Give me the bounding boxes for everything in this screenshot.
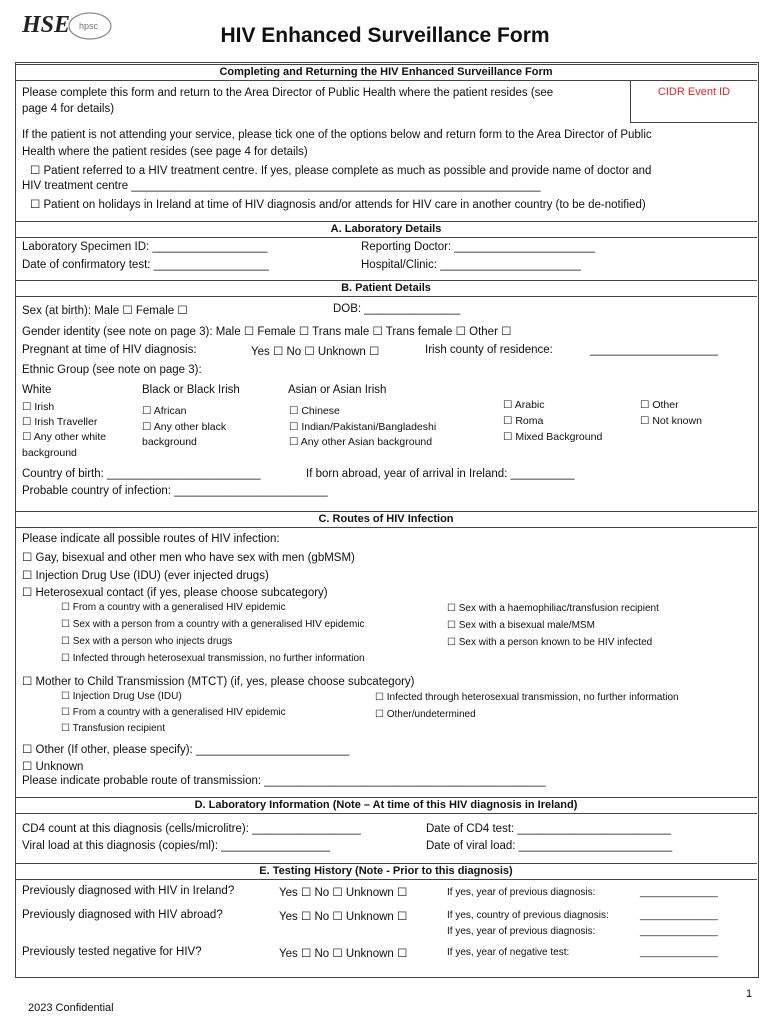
hetero-bisexual-checkbox[interactable]: ☐ Sex with a bisexual male/MSM bbox=[447, 620, 595, 631]
ethnic-other-asian-checkbox[interactable]: ☐ Any other Asian background bbox=[289, 436, 433, 448]
diagnosed-ireland-options[interactable]: Yes ☐ No ☐ Unknown ☐ bbox=[279, 887, 408, 899]
intro-heading: Completing and Returning the HIV Enhanced Surveillance Form bbox=[15, 64, 757, 81]
ethnic-traveller-checkbox[interactable]: ☐ Irish Traveller bbox=[22, 416, 98, 428]
cd4-date-field[interactable]: Date of CD4 test: ________________________ bbox=[426, 823, 671, 835]
county-label: Irish county of residence: bbox=[425, 344, 553, 356]
intro-line-4: Health where the patient resides (see page 4 for details) bbox=[22, 146, 308, 158]
cd4-count-field[interactable]: CD4 count at this diagnosis (cells/microlitre): _________________ bbox=[22, 823, 361, 835]
viral-load-field[interactable]: Viral load at this diagnosis (copies/ml): _________________ bbox=[22, 840, 330, 852]
hetero-haemophiliac-checkbox[interactable]: ☐ Sex with a haemophiliac/transfusion recipient bbox=[447, 603, 659, 614]
treatment-centre-field[interactable]: HIV treatment centre ________________________________________________________________ bbox=[22, 180, 541, 192]
page-title: HIV Enhanced Surveillance Form bbox=[220, 24, 550, 47]
ethnic-other-white-cont: background bbox=[22, 447, 77, 459]
q-tested-negative: Previously tested negative for HIV? bbox=[22, 946, 202, 958]
mtct-transfusion-checkbox[interactable]: ☐ Transfusion recipient bbox=[61, 723, 166, 734]
mtct-other-checkbox[interactable]: ☐ Other/undetermined bbox=[375, 709, 476, 720]
ethnic-group-label: Ethnic Group (see note on page 3): bbox=[22, 364, 202, 376]
ethnic-other-white-checkbox[interactable]: ☐ Any other white bbox=[22, 431, 107, 443]
hetero-sex-injects-checkbox[interactable]: ☐ Sex with a person who injects drugs bbox=[61, 636, 233, 647]
mtct-no-info-checkbox[interactable]: ☐ Infected through heterosexual transmission, no further information bbox=[375, 692, 679, 703]
hetero-generalised-checkbox[interactable]: ☐ From a country with a generalised HIV epidemic bbox=[61, 602, 286, 613]
logo-hse-text: HSE bbox=[22, 12, 71, 38]
intro-line-2: page 4 for details) bbox=[22, 103, 115, 115]
country-of-birth-field[interactable]: Country of birth: ________________________ bbox=[22, 468, 261, 480]
county-field[interactable]: ____________________ bbox=[590, 344, 718, 356]
ethnic-not-known-checkbox[interactable]: ☐ Not known bbox=[640, 415, 702, 427]
route-gbmsm-checkbox[interactable]: ☐ Gay, bisexual and other men who have sex with men (gbMSM) bbox=[22, 552, 355, 564]
route-unknown-checkbox[interactable]: ☐ Unknown bbox=[22, 761, 84, 773]
confirmatory-date-field[interactable]: Date of confirmatory test: __________________ bbox=[22, 259, 269, 271]
route-idu-checkbox[interactable]: ☐ Injection Drug Use (IDU) (ever injected drugs) bbox=[22, 570, 269, 582]
mtct-generalised-checkbox[interactable]: ☐ From a country with a generalised HIV epidemic bbox=[61, 707, 286, 718]
ethnic-other-black-checkbox[interactable]: ☐ Any other black bbox=[142, 421, 227, 433]
ethnic-african-checkbox[interactable]: ☐ African bbox=[142, 405, 187, 417]
hetero-sex-generalised-checkbox[interactable]: ☐ Sex with a person from a country with a generalised HIV epidemic bbox=[61, 619, 365, 630]
ethnic-asian-label: Asian or Asian Irish bbox=[288, 384, 387, 396]
ethnic-irish-checkbox[interactable]: ☐ Irish bbox=[22, 401, 55, 413]
lab-details-heading: A. Laboratory Details bbox=[15, 221, 757, 238]
year-diagnosis-ireland-field[interactable]: ______________ bbox=[640, 887, 718, 898]
holidays-checkbox[interactable]: ☐ Patient on holidays in Ireland at time of HIV diagnosis and/or attends for HIV care in another country (to be de-notified) bbox=[30, 199, 646, 211]
logo-hpsc-text: hpsc bbox=[79, 21, 99, 31]
pregnant-label: Pregnant at time of HIV diagnosis: bbox=[22, 344, 197, 356]
ethnic-black-label: Black or Black Irish bbox=[142, 384, 240, 396]
country-of-infection-field[interactable]: Probable country of infection: ________________________ bbox=[22, 485, 328, 497]
ethnic-mixed-checkbox[interactable]: ☐ Mixed Background bbox=[503, 431, 603, 443]
hetero-known-hiv-checkbox[interactable]: ☐ Sex with a person known to be HIV infected bbox=[447, 637, 653, 648]
confidential-footer: 2023 Confidential bbox=[28, 1002, 114, 1014]
probable-route-field[interactable]: Please indicate probable route of transmission: ____________________________________________ bbox=[22, 775, 546, 787]
year-of-arrival-field[interactable]: If born abroad, year of arrival in Ireland: __________ bbox=[306, 468, 575, 480]
q-diagnosed-ireland: Previously diagnosed with HIV in Ireland? bbox=[22, 885, 235, 897]
patient-details-heading: B. Patient Details bbox=[15, 280, 757, 297]
dob-field[interactable]: DOB: _______________ bbox=[333, 303, 461, 315]
routes-intro: Please indicate all possible routes of HIV infection: bbox=[22, 533, 280, 545]
country-diagnosis-abroad-label: If yes, country of previous diagnosis: bbox=[447, 910, 609, 921]
country-diagnosis-abroad-field[interactable]: ______________ bbox=[640, 910, 718, 921]
diagnosed-abroad-options[interactable]: Yes ☐ No ☐ Unknown ☐ bbox=[279, 911, 408, 923]
route-mtct-checkbox[interactable]: ☐ Mother to Child Transmission (MTCT) (if, yes, please choose subcategory) bbox=[22, 676, 415, 688]
intro-line-3: If the patient is not attending your service, please tick one of the options below and return form to the Area Director of Public bbox=[22, 129, 652, 141]
referred-checkbox[interactable]: ☐ Patient referred to a HIV treatment centre. If yes, please complete as much as possible and provide name of doctor and bbox=[30, 165, 652, 177]
lab-info-heading: D. Laboratory Information (Note – At time of this HIV diagnosis in Ireland) bbox=[15, 797, 757, 814]
ethnic-other-checkbox[interactable]: ☐ Other bbox=[640, 399, 679, 411]
ethnic-indian-checkbox[interactable]: ☐ Indian/Pakistani/Bangladeshi bbox=[289, 421, 437, 433]
ethnic-white-label: White bbox=[22, 384, 52, 396]
pregnant-options[interactable]: Yes ☐ No ☐ Unknown ☐ bbox=[251, 346, 380, 358]
cidr-event-id-field[interactable]: CIDR Event ID bbox=[630, 80, 757, 123]
viral-load-date-field[interactable]: Date of viral load: ________________________ bbox=[426, 840, 673, 852]
ethnic-arabic-checkbox[interactable]: ☐ Arabic bbox=[503, 399, 545, 411]
ethnic-roma-checkbox[interactable]: ☐ Roma bbox=[503, 415, 544, 427]
tested-negative-options[interactable]: Yes ☐ No ☐ Unknown ☐ bbox=[279, 948, 408, 960]
route-heterosexual-checkbox[interactable]: ☐ Heterosexual contact (if yes, please choose subcategory) bbox=[22, 587, 328, 599]
routes-heading: C. Routes of HIV Infection bbox=[15, 511, 757, 528]
ethnic-other-black-cont: background bbox=[142, 436, 197, 448]
sex-at-birth-options[interactable]: Sex (at birth): Male ☐ Female ☐ bbox=[22, 305, 188, 317]
year-diagnosis-abroad-label: If yes, year of previous diagnosis: bbox=[447, 926, 596, 937]
ethnic-chinese-checkbox[interactable]: ☐ Chinese bbox=[289, 405, 340, 417]
testing-history-heading: E. Testing History (Note - Prior to this diagnosis) bbox=[15, 863, 757, 880]
gender-identity-options[interactable]: Gender identity (see note on page 3): Male ☐ Female ☐ Trans male ☐ Trans female ☐ Other ☐ bbox=[22, 326, 512, 338]
year-diagnosis-abroad-field[interactable]: ______________ bbox=[640, 926, 718, 937]
year-negative-test-field[interactable]: ______________ bbox=[640, 947, 718, 958]
hospital-clinic-field[interactable]: Hospital/Clinic: ______________________ bbox=[361, 259, 581, 271]
hetero-no-info-checkbox[interactable]: ☐ Infected through heterosexual transmission, no further information bbox=[61, 653, 365, 664]
specimen-id-field[interactable]: Laboratory Specimen ID: __________________ bbox=[22, 241, 268, 253]
reporting-doctor-field[interactable]: Reporting Doctor: ______________________ bbox=[361, 241, 596, 253]
mtct-idu-checkbox[interactable]: ☐ Injection Drug Use (IDU) bbox=[61, 691, 182, 702]
page-number: 1 bbox=[746, 988, 753, 1000]
intro-line-1: Please complete this form and return to the Area Director of Public Health where the patient resides (see bbox=[22, 87, 554, 99]
q-diagnosed-abroad: Previously diagnosed with HIV abroad? bbox=[22, 909, 223, 921]
year-negative-test-label: If yes, year of negative test: bbox=[447, 947, 570, 958]
route-other-field[interactable]: ☐ Other (If other, please specify): ________________________ bbox=[22, 744, 350, 756]
year-diagnosis-ireland-label: If yes, year of previous diagnosis: bbox=[447, 887, 596, 898]
